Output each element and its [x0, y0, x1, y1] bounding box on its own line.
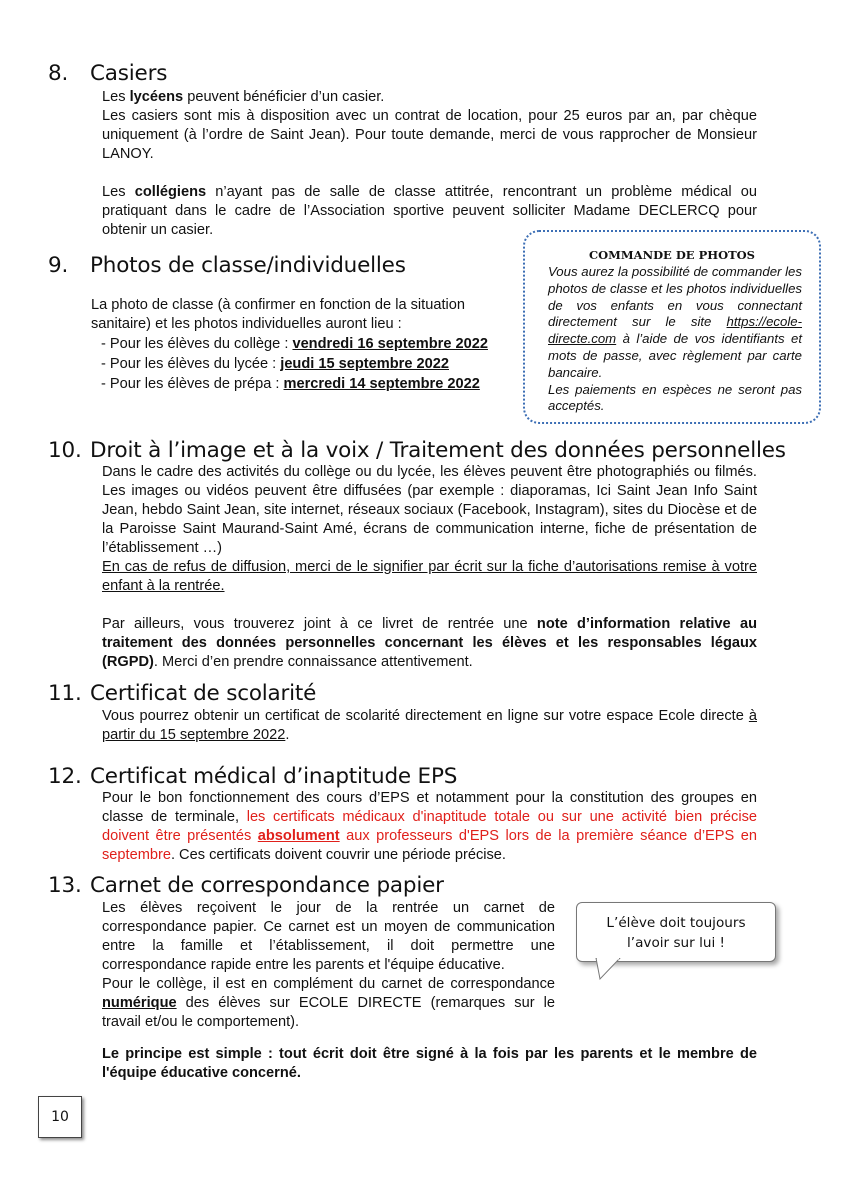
paragraph: La photo de classe (à confirmer en fonction de la situation sanitaire) et les photos individuelles auront lieu : [91, 297, 465, 332]
section-conclusion-correspondence [102, 1045, 757, 1083]
bubble-line: l’avoir sur lui ! [626, 935, 726, 951]
text: peuvent bénéficier d’un casier. [183, 89, 385, 105]
section-body-eps-certificate [102, 789, 757, 865]
section-title: Carnet de correspondance papier [90, 873, 444, 898]
section-heading-casiers [48, 60, 167, 88]
text: Vous pourrez obtenir un certificat de scolarité directement en ligne sur votre espace Ecole directe [102, 708, 749, 724]
paragraph: Les paiements en espèces ne seront pas acceptés. [548, 381, 802, 414]
section-body-correspondence [102, 899, 555, 1032]
text: . Merci d’en prendre connaissance attentivement. [153, 654, 473, 670]
bold-text: note d’information relative au traitement des données personnelles concernant les élèves et les responsables légaux (RGPD) [102, 616, 757, 670]
section-title: Certificat de scolarité [90, 681, 317, 706]
section-body-casiers [102, 88, 757, 240]
text: . [285, 727, 290, 743]
text: - Pour les élèves de prépa : [101, 376, 284, 392]
list-item [91, 375, 521, 394]
paragraph [102, 707, 757, 745]
text: Les [102, 89, 130, 105]
text: Les [102, 184, 135, 200]
paragraph: Dans le cadre des activités du collège ou du lycée, les élèves peuvent être photographiés ou filmés. Les images ou vidéos peuvent être diffusées (par exemple : diaporamas, Ici Saint Jean Info Saint Jean, hebdo Saint Jean, site internet, réseaux sociaux (Facebook, Instagram), sites du Diocèse et de la Paroisse Saint Maurand-Saint Amé, écrans de communication interne, fiche de présentation de l’établissement …) [102, 464, 757, 556]
paragraph [102, 975, 555, 1032]
section-body-school-certificate [102, 707, 757, 745]
text: Par ailleurs, vous trouverez joint à ce livret de rentrée une [102, 616, 537, 632]
text: des élèves sur ECOLE DIRECTE (remarques sur le travail et/ou le comportement). [102, 995, 555, 1030]
section-title: Casiers [90, 61, 168, 86]
bold-text: lycéens [129, 89, 184, 105]
section-title: Droit à l’image et à la voix / Traitement des données personnelles [90, 438, 786, 463]
bold-text: collégiens [134, 184, 207, 200]
text: - Pour les élèves du collège : [101, 336, 293, 352]
paragraph [102, 88, 757, 107]
red-bold-text: absolument [257, 828, 340, 844]
section-title: Certificat médical d’inaptitude EPS [90, 764, 458, 789]
bubble-tail-icon [590, 958, 630, 982]
list-item [91, 335, 521, 354]
text: - Pour les élèves du lycée : [101, 356, 281, 372]
paragraph: Les élèves reçoivent le jour de la rentrée un carnet de correspondance papier. Ce carnet est un moyen de communication entre la famille et l’établissement, il doit permettre une correspondance rapide entre les parents et l'équipe éducative. [102, 900, 555, 973]
text: Pour le collège, il est en complément du carnet de correspondance [102, 976, 555, 992]
section-number: 9. [48, 253, 69, 278]
text: à l’aide de vos identifiants et mots de passe, avec règlement par carte bancaire. [548, 331, 802, 380]
paragraph [102, 615, 757, 672]
section-heading-correspondence [48, 872, 444, 900]
box-title: COMMANDE DE PHOTOS [589, 248, 755, 262]
date-text: vendredi 16 septembre 2022 [292, 336, 488, 352]
section-heading-photos [48, 252, 406, 280]
bold-text: numérique [102, 995, 177, 1011]
box-text [548, 264, 802, 415]
ecole-directe-link[interactable]: https://ecole-directe.com [548, 314, 802, 347]
date-text: mercredi 14 septembre 2022 [283, 376, 480, 392]
photo-order-box [523, 230, 821, 424]
section-number: 11. [48, 681, 82, 706]
red-text: les certificats médicaux d'inaptitude totale ou sur une activité bien précise doivent être présentés [102, 809, 757, 844]
section-number: 8. [48, 61, 69, 86]
section-heading-eps-certificate [48, 763, 457, 791]
section-heading-image-rights [48, 437, 786, 465]
text: Pour le bon fonctionnement des cours d’EPS et notamment pour la constitution des groupes en classe de terminale, [102, 790, 757, 825]
red-text: aux professeurs d'EPS lors de la première séance d’EPS en septembre [102, 828, 757, 863]
paragraph [102, 789, 757, 865]
list-item [91, 355, 521, 374]
paragraph: En cas de refus de diffusion, merci de le signifier par écrit sur la fiche d’autorisations remise à votre enfant à la rentrée. [102, 559, 757, 594]
reminder-bubble [576, 902, 776, 962]
date-text: jeudi 15 septembre 2022 [280, 356, 449, 372]
paragraph [548, 264, 802, 382]
section-body-image-rights [102, 463, 757, 672]
bold-text: Le principe est simple : tout écrit doit être signé à la fois par les parents et le membre de l'équipe éducative concerné. [102, 1046, 757, 1081]
section-number: 12. [48, 764, 82, 789]
paragraph [102, 1045, 757, 1083]
section-heading-school-certificate [48, 680, 316, 708]
text: Vous aurez la possibilité de commander les photos de classe et les photos individuelles de vos enfants en vous connectant directement sur le site [548, 264, 802, 330]
bubble-line: L’élève doit toujours [606, 915, 746, 931]
text: n’ayant pas de salle de classe attitrée, rencontrant un problème médical ou pratiquant dans le cadre de l’Association sportive peuvent solliciter Madame DECLERCQ pour obtenir un casier. [102, 184, 757, 238]
page-number: 10 [38, 1096, 82, 1138]
section-body-photos [91, 296, 521, 394]
date-text: à partir du 15 septembre 2022 [102, 708, 757, 743]
text: . Ces certificats doivent couvrir une période précise. [170, 847, 506, 863]
section-number: 13. [48, 873, 82, 898]
section-number: 10. [48, 438, 82, 463]
section-title: Photos de classe/individuelles [90, 253, 406, 278]
paragraph: Les casiers sont mis à disposition avec un contrat de location, pour 25 euros par an, par chèque uniquement (à l’ordre de Saint Jean). Pour toute demande, merci de vous rapprocher de Monsieur LANOY. [102, 108, 757, 162]
